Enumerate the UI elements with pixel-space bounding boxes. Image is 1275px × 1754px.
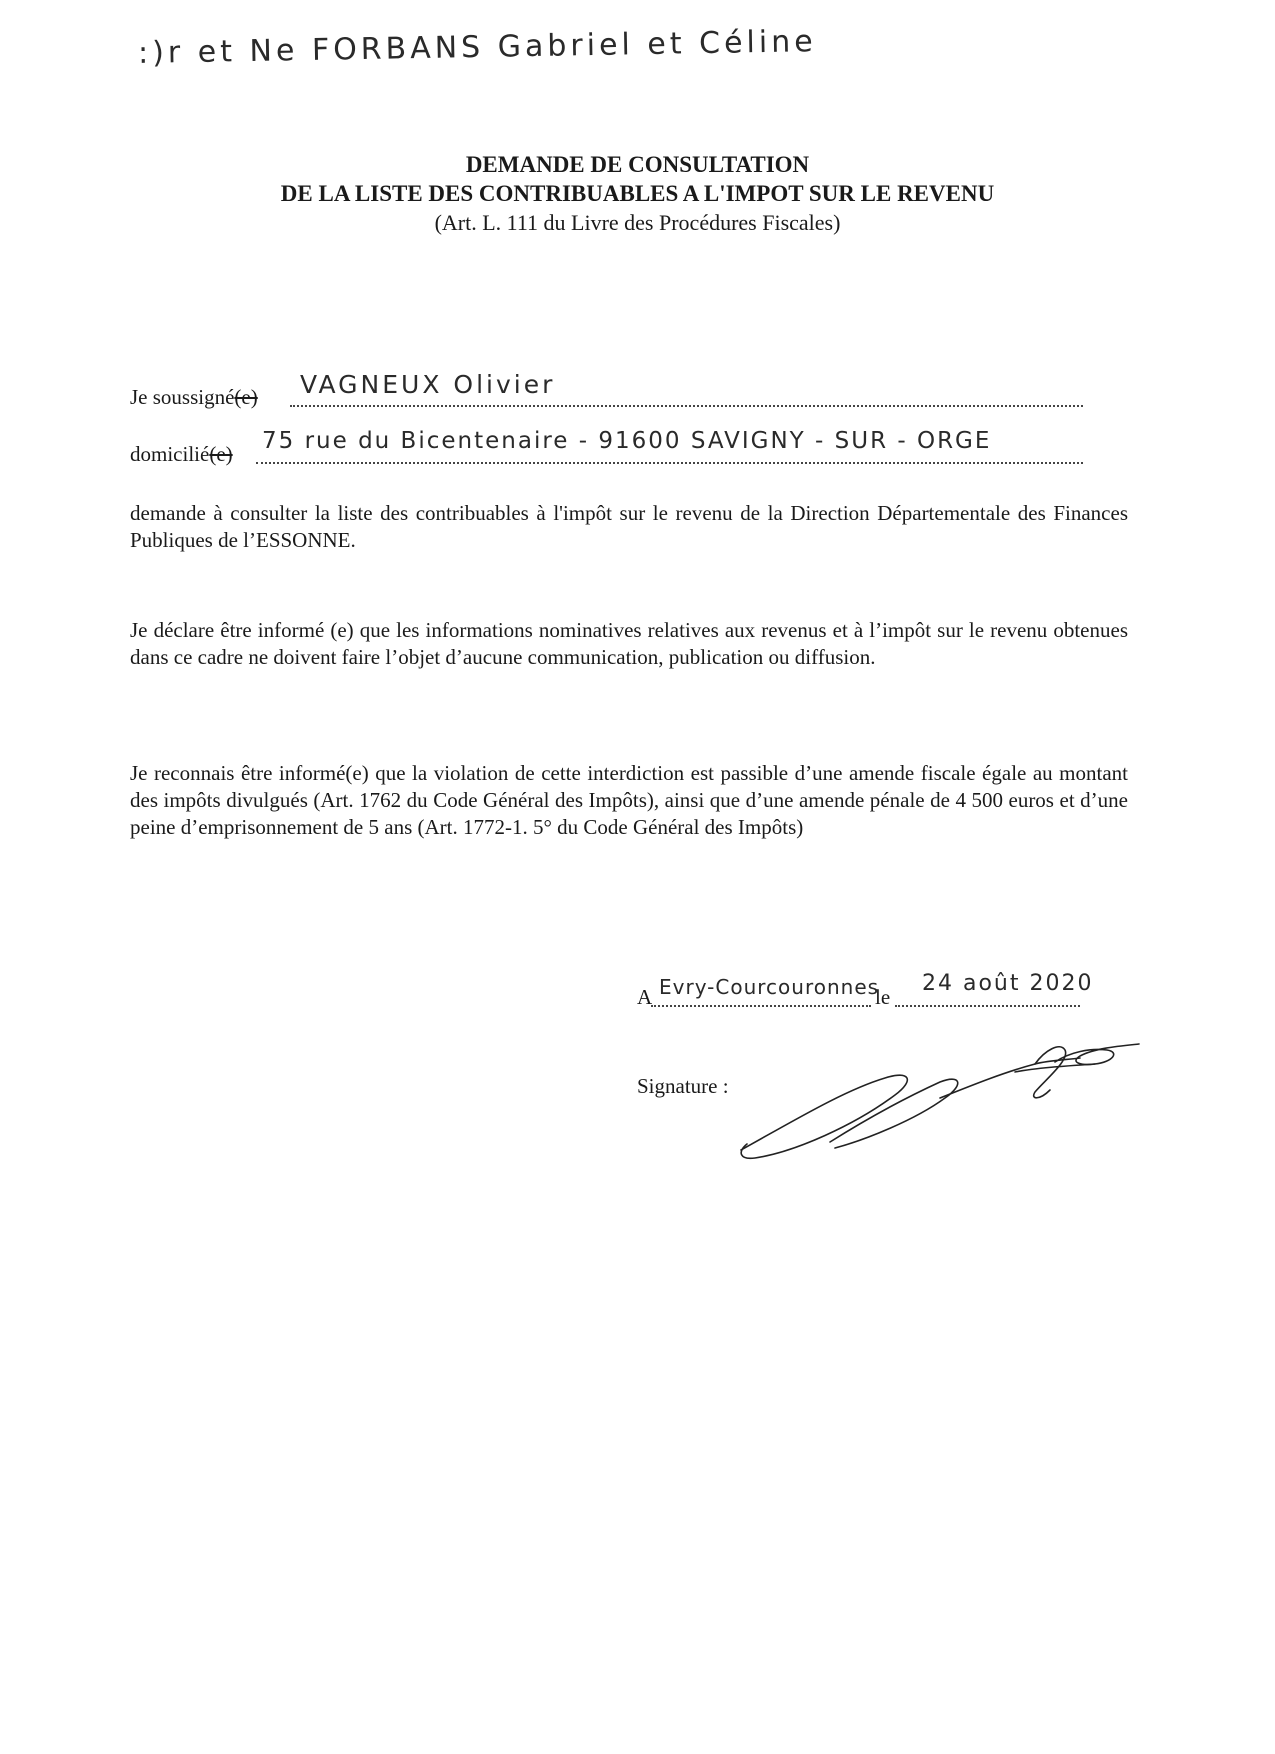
paragraph-request: demande à consulter la liste des contribuables à l'impôt sur le revenu de la Direction Départementale des Finances Publiques de l’ESSONNE. — [130, 501, 1128, 552]
date-prefix: le — [875, 985, 891, 1009]
date-dotted-line — [895, 1005, 1080, 1007]
domicilie-label-struck: (e) — [209, 442, 233, 466]
place-dotted-line — [651, 1005, 871, 1007]
document-title-block — [0, 150, 1275, 237]
document-title: DEMANDE DE CONSULTATION — [465, 152, 810, 177]
date-value: 24 août 2020 — [922, 971, 1094, 996]
signature-label: Signature : — [637, 1074, 729, 1098]
domicilie-value: 75 rue du Bicentenaire - 91600 SAVIGNY - SUR - ORGE — [262, 428, 992, 454]
paragraph-declaration: Je déclare être informé (e) que les informations nominatives relatives aux revenus et à l’impôt sur le revenu obtenues dans ce cadre ne doivent faire l’objet d’aucune communication, publication ou diffusion. — [130, 618, 1128, 669]
domicilie-dotted-line — [256, 462, 1083, 464]
domicilie-label: domicilié(e) — [130, 442, 233, 466]
signature-image — [735, 1040, 1145, 1160]
document-subtitle: (Art. L. 111 du Livre des Procédures Fiscales) — [434, 210, 841, 235]
soussigne-label: Je soussigné(e) — [130, 385, 258, 409]
soussigne-dotted-line — [290, 405, 1083, 407]
soussigne-label-struck: (e) — [234, 385, 258, 409]
place-prefix: A — [637, 985, 653, 1009]
soussigne-value: VAGNEUX Olivier — [300, 370, 556, 399]
domicilie-field — [130, 442, 233, 467]
handwritten-header: :)r et Ne FORBANS Gabriel et Céline — [137, 24, 817, 71]
soussigne-field — [130, 385, 258, 410]
paragraph-acknowledgement: Je reconnais être informé(e) que la violation de cette interdiction est passible d’une amende fiscale égale au montant des impôts divulgués (Art. 1762 du Code Général des Impôts), ainsi que d’une amende pénale de 4 500 euros et d’une peine d’emprisonnement de 5 ans (Art. 1772-1. 5° du Code Général des Impôts) — [130, 761, 1128, 839]
document-title-line-2: DE LA LISTE DES CONTRIBUABLES A L'IMPOT SUR LE REVENU — [280, 181, 995, 206]
place-date-line — [637, 971, 1117, 1015]
place-value: Evry-Courcouronnes — [659, 975, 880, 999]
